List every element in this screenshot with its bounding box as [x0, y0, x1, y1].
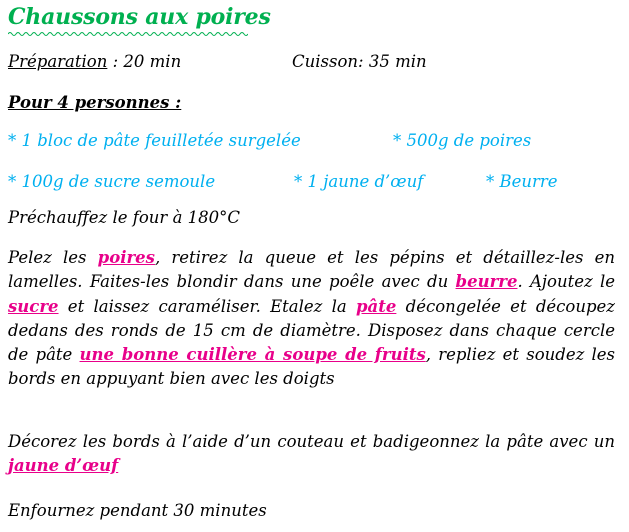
step-text: Décorez les bords à l’aide d’un couteau et badigeonnez la pâte avec un	[8, 432, 615, 451]
step-text: Pelez les	[8, 248, 98, 267]
highlight-sucre: sucre	[8, 296, 59, 316]
step-3-instruction: Enfournez pendant 30 minutes	[8, 501, 267, 520]
highlight-poires: poires	[97, 248, 155, 267]
cook-time: Cuisson: 35 min	[292, 52, 427, 71]
ingredients-row-1	[8, 131, 615, 153]
ingredient-item: * Beurre	[486, 172, 558, 191]
recipe-title	[8, 4, 271, 30]
recipe-title-text: Chaussons aux poires	[8, 4, 271, 30]
prep-time-line	[8, 52, 181, 71]
prep-value: : 20 min	[107, 52, 182, 71]
ingredient-item: * 100g de sucre semoule	[8, 172, 216, 191]
step-text: décongelée et découpez dedans des ronds de 15 cm de diamètre. Disposez dans chaque cercle de pâte	[8, 296, 615, 365]
ingredients-row-2	[8, 172, 615, 194]
prep-label: Préparation	[8, 52, 108, 71]
ingredient-item: * 500g de poires	[393, 131, 532, 150]
highlight-jaune-oeuf: jaune d’œuf	[8, 456, 119, 476]
ingredient-item: * 1 jaune d’œuf	[294, 172, 424, 191]
highlight-beurre: beurre	[455, 272, 518, 292]
servings-heading: Pour 4 personnes :	[8, 93, 182, 112]
step-text: . Ajoutez le	[517, 272, 615, 292]
ingredient-item: * 1 bloc de pâte feuilletée surgelée	[8, 131, 301, 150]
step-text: , repliez et soudez les bords en appuyant bien avec les doigts	[8, 345, 615, 389]
step-1-paragraph	[8, 246, 615, 392]
spellcheck-underline	[8, 31, 248, 36]
preheat-instruction: Préchauffez le four à 180°C	[8, 208, 241, 227]
highlight-pate: pâte	[356, 296, 397, 316]
step-text: et laissez caraméliser. Etalez la	[58, 296, 357, 316]
step-2-paragraph	[8, 430, 615, 479]
highlight-cuillere: une bonne cuillère à soupe de fruits	[79, 345, 426, 365]
step-text: , retirez la queue et les pépins et détaillez-les en lamelles. Faites-les blondir dans une poêle avec du	[8, 248, 616, 292]
